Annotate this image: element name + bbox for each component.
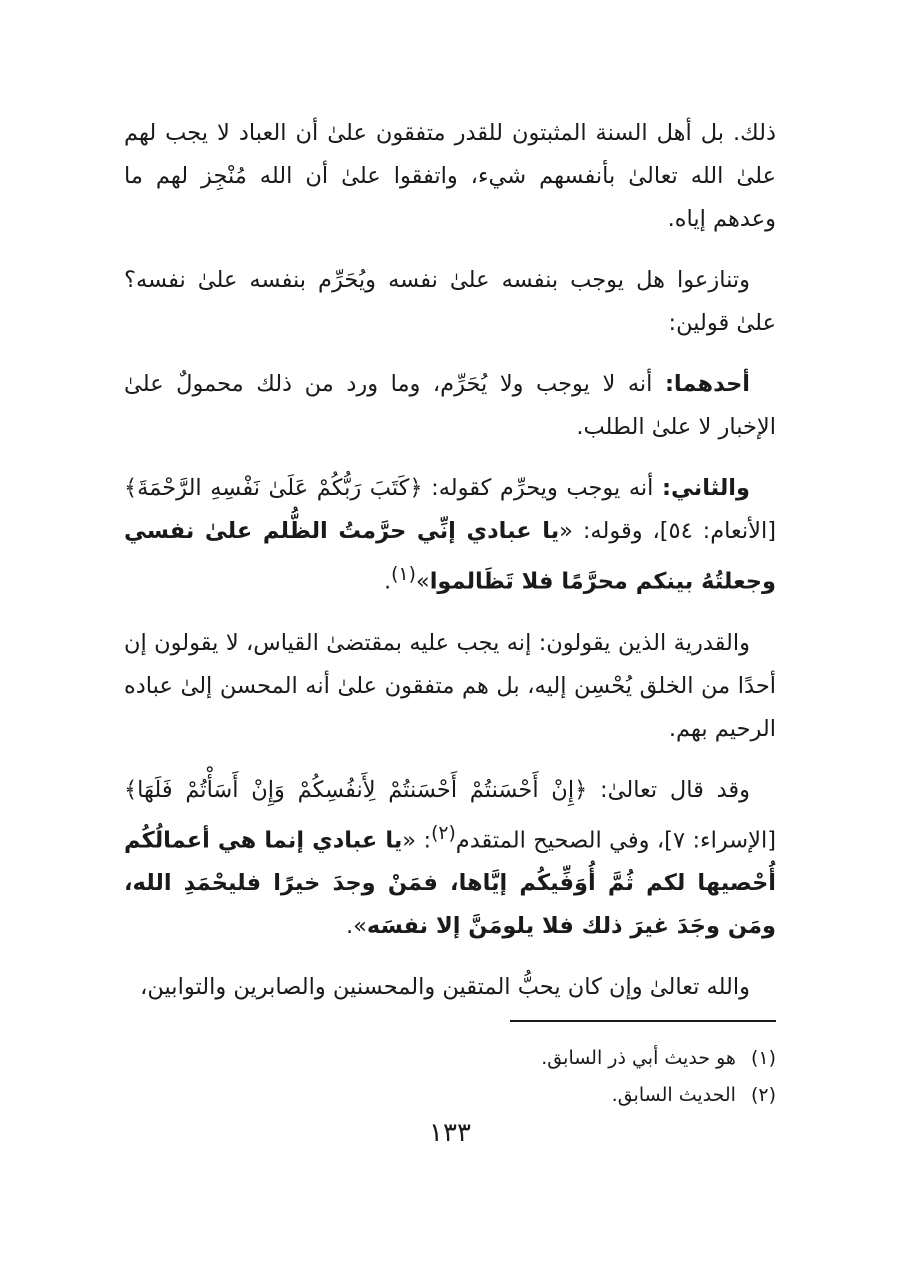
footnote-1-number: (١)	[750, 1047, 776, 1069]
paragraph-6-text-c: : «	[402, 827, 432, 853]
paragraph-5	[124, 622, 776, 751]
footnote-2-text: الحديث السابق.	[611, 1084, 736, 1106]
paragraph-4-text-a: أنه يوجب ويحرِّم كقوله:	[422, 475, 662, 501]
footnotes	[124, 1040, 776, 1114]
paragraph-3	[124, 363, 776, 449]
hadith-quote-1: يا عبادي إنِّي حرَّمتُ الظُّلم علىٰ نفسي وجعلتُهُ بينكم محرَّمًا فلا تَظَالموا	[124, 518, 776, 595]
paragraph-6	[124, 769, 776, 949]
paragraph-5-text: والقدرية الذين يقولون: إنه يجب عليه بمقتضىٰ القياس، لا يقولون إن أحدًا من الخلق يُحْسِن إليه، بل هم متفقون علىٰ أنه المحسن إلىٰ عباده الرحيم بهم.	[124, 629, 776, 742]
paragraph-6-text-a: وقد قال تعالىٰ:	[587, 776, 751, 803]
paragraph-4-text-b: [الأنعام: ٥٤]، وقوله: «	[559, 518, 776, 544]
paragraph-2	[124, 259, 776, 345]
paragraph-6-text-d: ».	[346, 913, 367, 939]
paragraph-2-text: وتنازعوا هل يوجب بنفسه علىٰ نفسه ويُحَرِّم بنفسه علىٰ نفسه؟ علىٰ قولين:	[124, 267, 776, 336]
paragraph-4-text-c: »	[415, 568, 430, 595]
paragraph-4-lead: والثاني:	[661, 475, 750, 501]
hadith-quote-2: يا عبادي إنما هي أعمالُكُم أُحْصيها لكم ثُمَّ أُوَفِّيكُم إيَّاها، فمَنْ وجدَ خيرًا فليحْمَدِ الله، ومَن وجَدَ غيرَ ذلك فلا يلومَنَّ إلا نفسَه	[124, 827, 776, 939]
paragraph-7	[124, 966, 776, 1009]
paragraph-3-text: أنه لا يوجب ولا يُحَرِّم، وما ورد من ذلك محمولٌ علىٰ الإخبار لا علىٰ الطلب.	[124, 371, 776, 440]
footnote-1	[124, 1040, 776, 1077]
footnote-ref-1[interactable]: (١)	[391, 564, 416, 585]
paragraph-1-text: ذلك. بل أهل السنة المثبتون للقدر متفقون علىٰ أن العباد لا يجب لهم علىٰ الله تعالىٰ بأنفسهم شيء، واتفقوا علىٰ أن الله مُنْجِز لهم ما وعدهم إياه.	[124, 120, 776, 232]
paragraph-4-end: .	[384, 568, 392, 595]
quran-verse-2: ﴿إِنْ أَحْسَنتُمْ أَحْسَنتُمْ لِأَنفُسِكُمْ وَإِنْ أَسَأْتُمْ فَلَهَا﴾	[124, 776, 588, 803]
footnote-2-number: (٢)	[750, 1084, 776, 1106]
quran-verse-1: ﴿كَتَبَ رَبُّكُمْ عَلَىٰ نَفْسِهِ الرَّحْمَةَ﴾	[124, 475, 423, 501]
main-text	[124, 112, 776, 1027]
paragraph-7-text: والله تعالىٰ وإن كان يحبُّ المتقين والمحسنين والصابرين والتوابين،	[140, 974, 750, 1000]
footnote-2	[124, 1077, 776, 1114]
footnote-divider	[510, 1020, 776, 1022]
paragraph-3-lead: أحدهما:	[664, 371, 750, 397]
page-number: ١٣٣	[429, 1118, 471, 1148]
paragraph-6-text-b: [الإسراء: ٧]، وفي الصحيح المتقدم	[455, 827, 776, 853]
footnote-1-text: هو حديث أبي ذر السابق.	[541, 1047, 736, 1069]
paragraph-4	[124, 467, 776, 604]
paragraph-1	[124, 112, 776, 241]
footnote-ref-2[interactable]: (٢)	[431, 822, 456, 844]
